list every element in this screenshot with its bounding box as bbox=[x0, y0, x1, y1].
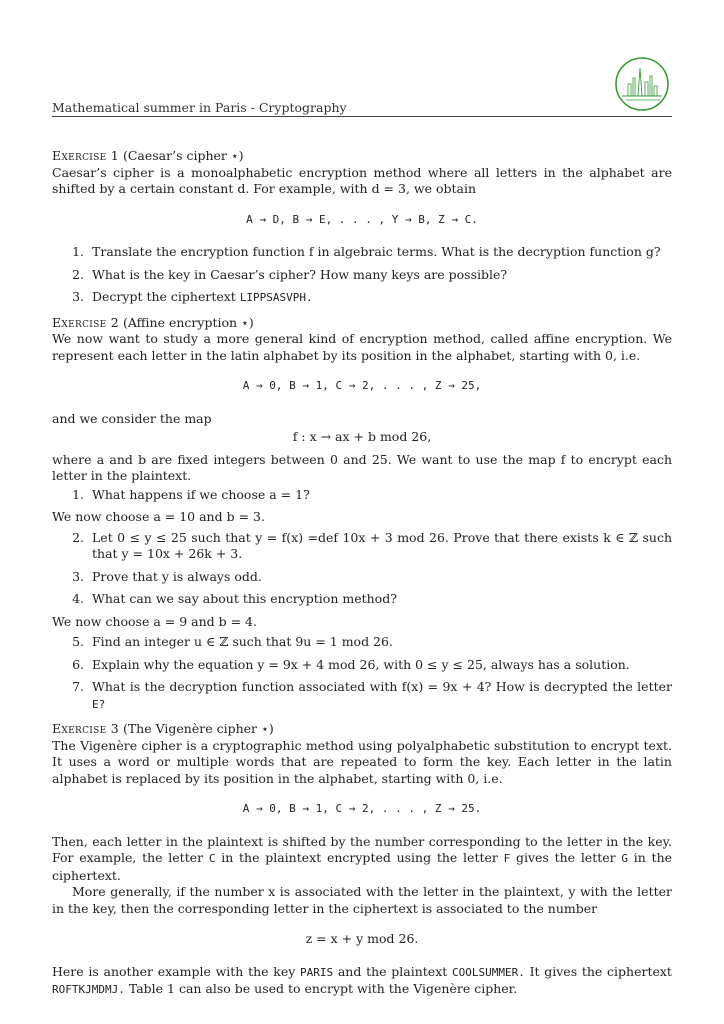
exercise-2-q1: 1. What happens if we choose a = 1? bbox=[88, 487, 672, 504]
exercise-3-title: (The Vigenère cipher ⋆) bbox=[122, 721, 274, 736]
exercise-2-map-intro: and we consider the map bbox=[52, 410, 212, 426]
exercise-2-q2: 2. Let 0 ≤ y ≤ 25 such that y = f(x) =def 10x + 3 mod 26. Prove that there exists k ∈ ℤ such that y = 10x + 26k + 3. bbox=[88, 530, 672, 563]
exercise-2-intro: We now want to study a more general kind of encryption method, called affine encryption. We represent each letter in the latin alphabet by its position in the alphabet, starting with 0, i.e. bbox=[52, 331, 672, 363]
exercise-2-q3: 3. Prove that y is always odd. bbox=[88, 569, 672, 586]
exercise-2-questions-c bbox=[52, 634, 672, 713]
exercise-2-title: (Affine encryption ⋆) bbox=[122, 314, 254, 330]
exercise-2-q4: 4. What can we say about this encryption method? bbox=[88, 591, 672, 608]
exercise-1-q3-ciphertext: LIPPSASVPH. bbox=[239, 291, 313, 304]
exercise-2-heading bbox=[52, 315, 672, 332]
exercise-1-display: A → D, B → E, . . . , Y → B, Z → C. bbox=[246, 212, 478, 226]
header-divider bbox=[52, 116, 672, 117]
exercise-3-letter-c: C bbox=[208, 852, 216, 865]
exercise-3-plaintext: COOLSUMMER. bbox=[451, 965, 525, 979]
exercise-2-q6: 6. Explain why the equation y = 9x + 4 mod 26, with 0 ≤ y ≤ 25, always has a solution. bbox=[88, 657, 672, 674]
exercise-3-letter-f: F bbox=[503, 852, 511, 865]
exercise-2-questions-b bbox=[52, 530, 672, 608]
exercise-3-heading bbox=[52, 721, 672, 738]
exercise-2-display-alphabet: A → 0, B → 1, C → 2, . . . , Z → 25, bbox=[242, 379, 482, 392]
exercise-2-q5: 5. Find an integer u ∈ ℤ such that 9u = 1 mod 26. bbox=[88, 634, 672, 651]
exercise-2-choice-1: We now choose a = 10 and b = 3. bbox=[52, 509, 265, 524]
exercise-1-intro: Caesar’s cipher is a monoalphabetic encryption method where all letters in the alphabet are shifted by a certain constant d. For example, with d = 3, we obtain bbox=[52, 164, 672, 196]
exercise-3-shift-text-end: in the ciphertext. bbox=[52, 850, 673, 883]
exercise-3-example-text-a: Here is another example with the key bbox=[52, 963, 296, 979]
exercise-3-display-alphabet: A → 0, B → 1, C → 2, . . . , Z → 25. bbox=[242, 802, 482, 815]
exercise-2-label: Exercise 2 bbox=[52, 314, 119, 330]
document-body bbox=[52, 148, 672, 999]
exercise-1-title: (Caesar’s cipher ⋆) bbox=[122, 148, 244, 163]
exercise-3-display-formula: z = x + y mod 26. bbox=[305, 931, 419, 946]
exercise-2-q7-letter: E? bbox=[92, 697, 106, 711]
exercise-2-choice-2: We now choose a = 9 and b = 4. bbox=[52, 613, 257, 629]
exercise-3-shift-text-b: in the plaintext encrypted using the letter bbox=[221, 850, 498, 865]
exercise-3-letter-g: G bbox=[621, 852, 629, 865]
exercise-3-shift-text-a: Then, each letter in the plaintext is shifted by the number corresponding to the letter in the key. For example, the letter bbox=[52, 833, 672, 865]
exercise-2-q7 bbox=[88, 679, 672, 713]
exercise-1-label: Exercise 1 bbox=[52, 148, 119, 163]
exercise-2-display-map: f : x → ax + b mod 26, bbox=[292, 429, 432, 444]
exercise-1-q3 bbox=[88, 289, 672, 307]
exercise-3-intro: The Vigenère cipher is a cryptographic method using polyalphabetic substitution to encrypt text. It uses a word or multiple words that are repeated to form the key. Each letter in the latin alphabet is replaced by its position in the alphabet, starting with 0, i.e. bbox=[52, 737, 672, 786]
exercise-1-heading bbox=[52, 148, 672, 165]
exercise-2-q7-text: What is the decryption function associated with f(x) = 9x + 4? How is decrypted the letter bbox=[92, 679, 672, 694]
exercise-1-q2: 2. What is the key in Caesar’s cipher? How many keys are possible? bbox=[88, 267, 672, 284]
exercise-3-table-note: Table 1 can also be used to encrypt with the Vigenère cipher. bbox=[128, 981, 518, 996]
exercise-1-q1: 1. Translate the encryption function f in algebraic terms. What is the decryption function g? bbox=[88, 244, 672, 261]
page-header: Mathematical summer in Paris - Cryptography bbox=[52, 100, 347, 115]
exercise-1-q3-text: Decrypt the ciphertext bbox=[92, 289, 236, 304]
exercise-3-ciphertext: ROFTKJMDMJ. bbox=[52, 983, 125, 996]
exercise-1-questions bbox=[52, 244, 672, 307]
exercise-3-label: Exercise 3 bbox=[52, 721, 119, 736]
exercise-3-example bbox=[52, 964, 672, 999]
exercise-3-general: More generally, if the number x is associated with the letter in the plaintext, y with the letter in the key, then the corresponding letter in the ciphertext is associated to the number bbox=[52, 884, 672, 916]
exercise-3-key: PARIS bbox=[300, 965, 334, 979]
exercise-2-questions-a bbox=[52, 487, 672, 504]
exercise-3-shift-text-c: gives the letter bbox=[516, 850, 616, 865]
exercise-3-example-text-c: It gives the ciphertext bbox=[529, 963, 672, 979]
exercise-2-after: where a and b are fixed integers between 0 and 25. We want to use the map f to encrypt each letter in the plaintext. bbox=[52, 451, 672, 483]
exercise-3-shift-explanation bbox=[52, 834, 672, 885]
exercise-3-example-text-b: and the plaintext bbox=[337, 963, 448, 979]
